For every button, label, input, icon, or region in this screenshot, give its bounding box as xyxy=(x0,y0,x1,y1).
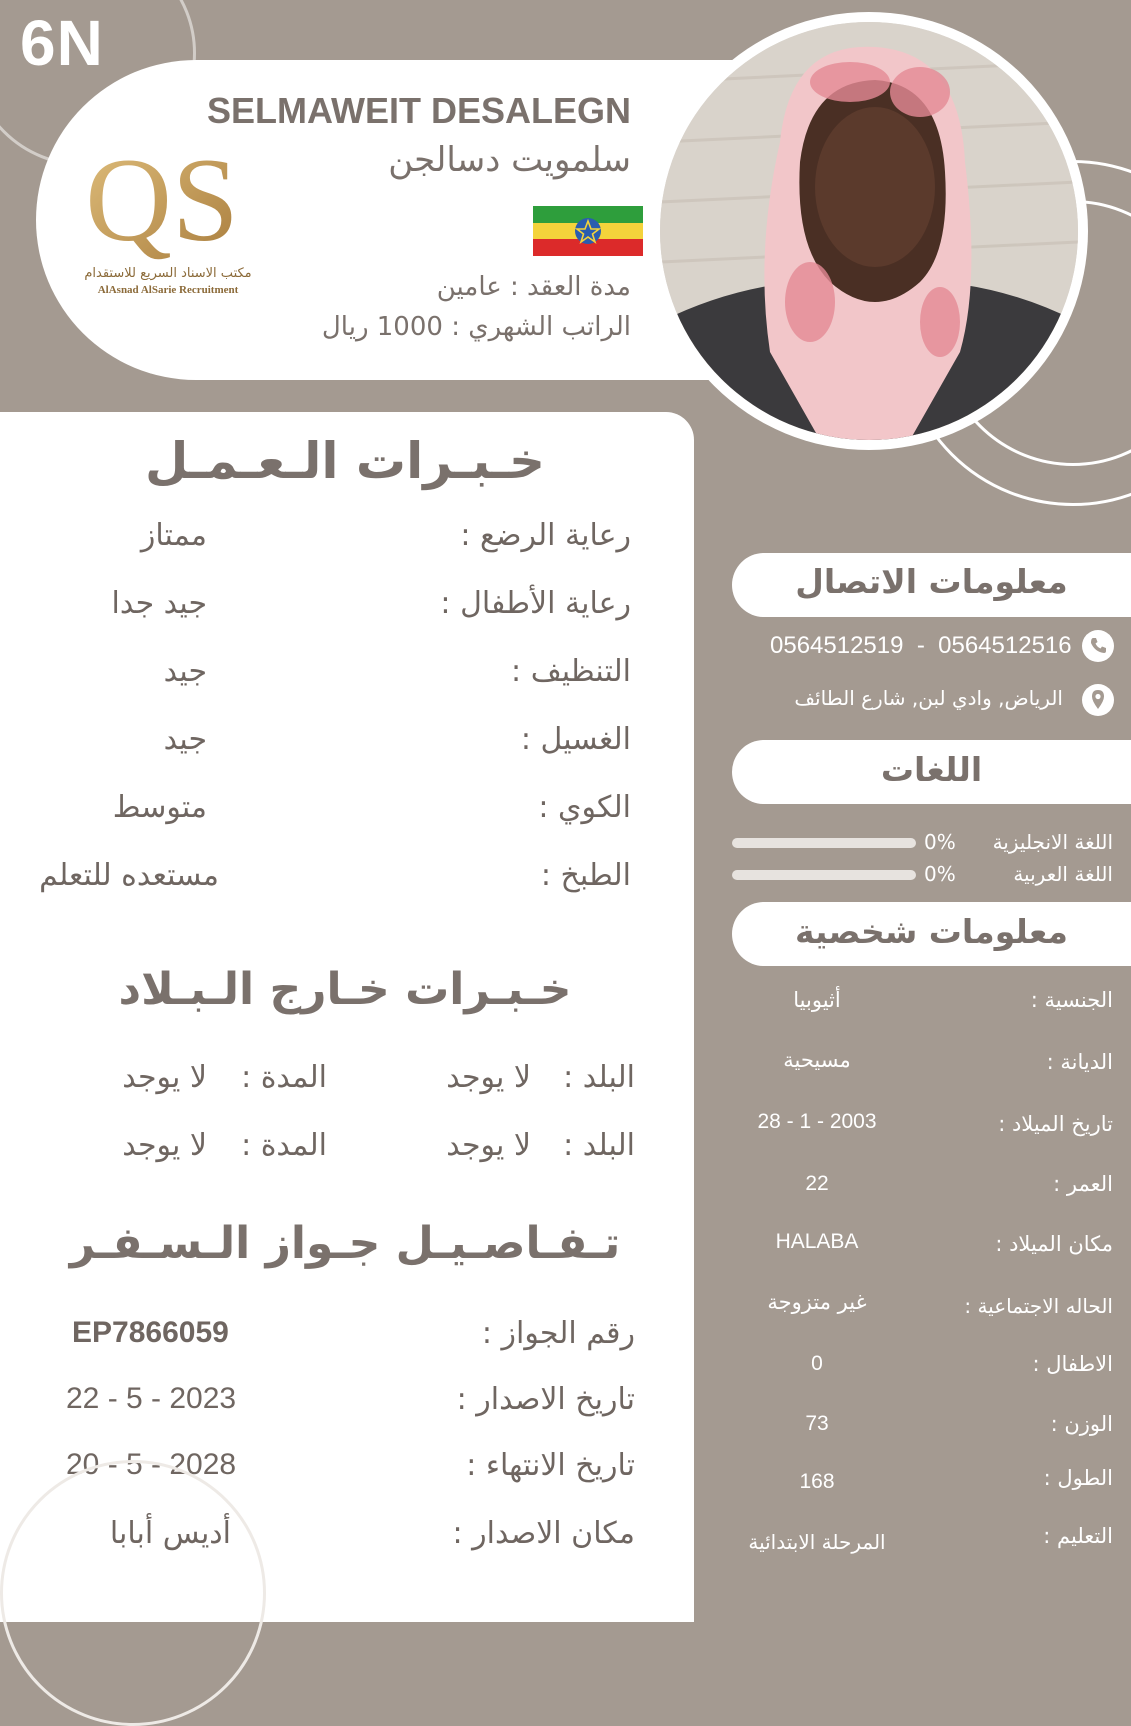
language-percent: 0% xyxy=(924,862,956,886)
abroad-country-label: البلد : xyxy=(563,1128,635,1163)
personal-field-value: 28 - 1 - 2003 xyxy=(757,1110,877,1133)
work-skill-label: رعاية الرضع : xyxy=(460,518,631,553)
personal-field-label: مكان الميلاد : xyxy=(995,1232,1113,1256)
language-label: اللغة الانجليزية xyxy=(992,830,1113,854)
contract-duration: مدة العقد : عامين xyxy=(436,272,631,302)
work-skill-label: الكوي : xyxy=(538,790,631,825)
personal-field-label: العمر : xyxy=(1053,1172,1113,1196)
work-skill-value: جيد xyxy=(163,654,207,689)
passport-field-label: مكان الاصدار : xyxy=(452,1516,635,1551)
passport-issue-place-value: أديس أبابا xyxy=(109,1516,231,1551)
ethiopia-flag-icon xyxy=(533,206,643,256)
personal-field-value: المرحلة الابتدائية xyxy=(748,1530,886,1554)
contact-phones: 0564512519 - 0564512516 xyxy=(770,632,1072,659)
personal-field-value: 168 xyxy=(799,1470,835,1493)
personal-field-label: تاريخ الميلاد : xyxy=(998,1112,1113,1136)
work-skill-value: متوسط xyxy=(112,790,207,825)
personal-field-value: غير متزوجة xyxy=(767,1290,867,1314)
personal-field-value: 22 xyxy=(805,1172,829,1195)
personal-field-label: الاطفال : xyxy=(1032,1352,1113,1376)
work-experience-title: خـبـرات الـعـمـل xyxy=(144,432,546,490)
passport-field-label: تاريخ الانتهاء : xyxy=(466,1448,635,1483)
name-arabic: سلمويت دسالجن xyxy=(388,140,631,180)
decorative-ring xyxy=(0,1460,266,1726)
personal-field-label: الجنسية : xyxy=(1030,988,1113,1012)
passport-field-label: رقم الجواز : xyxy=(481,1316,635,1351)
abroad-duration-value: لا يوجد xyxy=(122,1060,207,1095)
abroad-country-value: لا يوجد xyxy=(446,1060,531,1095)
phone-icon xyxy=(1082,630,1114,662)
personal-field-value: 73 xyxy=(805,1412,829,1435)
company-logo xyxy=(62,140,262,260)
passport-number-value: EP7866059 xyxy=(72,1316,229,1349)
language-level-bar xyxy=(732,838,916,848)
logo-name-ar: مكتب الاسناد السريع للاستقدام xyxy=(84,266,252,281)
abroad-country-label: البلد : xyxy=(563,1060,635,1095)
personal-field-value: 0 xyxy=(811,1352,823,1375)
language-level-bar xyxy=(732,870,916,880)
logo-mark: QS xyxy=(85,140,239,260)
languages-title: اللغات xyxy=(880,750,983,789)
contact-address: الرياض, وادي لبن, شارع الطائف xyxy=(794,686,1063,710)
language-label: اللغة العربية xyxy=(1013,862,1113,886)
work-skill-label: رعاية الأطفال : xyxy=(440,586,631,621)
abroad-duration-label: المدة : xyxy=(241,1128,327,1163)
personal-field-label: الديانة : xyxy=(1046,1050,1113,1074)
work-skill-value: مستعده للتعلم xyxy=(39,858,219,893)
personal-field-label: الوزن : xyxy=(1050,1412,1113,1436)
monthly-salary: الراتب الشهري : 1000 ريال xyxy=(321,312,631,342)
passport-expiry-date-value: 20 - 5 - 2028 xyxy=(66,1448,237,1481)
personal-field-value: أثيوبيا xyxy=(793,988,841,1012)
personal-field-value: مسيحية xyxy=(783,1048,851,1072)
abroad-experience-title: خـبـرات خـارج الـبـلاد xyxy=(118,964,572,1015)
contact-title: معلومات الاتصال xyxy=(795,562,1068,601)
name-english: SELMAWEIT DESALEGN xyxy=(206,90,631,131)
work-skill-value: جيد xyxy=(163,722,207,757)
location-pin-icon xyxy=(1082,684,1114,716)
personal-field-label: التعليم : xyxy=(1043,1524,1113,1548)
work-skill-value: جيد جدا xyxy=(111,586,207,621)
logo-name-en: AlAsnad AlSarie Recruitment xyxy=(97,284,239,296)
language-percent: 0% xyxy=(924,830,956,854)
work-skill-label: الطبخ : xyxy=(540,858,631,893)
abroad-country-value: لا يوجد xyxy=(446,1128,531,1163)
passport-field-label: تاريخ الاصدار : xyxy=(456,1382,635,1417)
profile-code: 6N xyxy=(20,7,104,79)
personal-field-value: HALABA xyxy=(775,1230,859,1253)
work-skill-label: التنظيف : xyxy=(511,654,631,689)
personal-field-label: الطول : xyxy=(1043,1466,1113,1490)
passport-title: تـفـاصـيـل جـواز الـسـفـر xyxy=(69,1218,621,1269)
passport-issue-date-value: 22 - 5 - 2023 xyxy=(66,1382,237,1415)
work-skill-label: الغسيل : xyxy=(520,722,631,757)
abroad-duration-label: المدة : xyxy=(241,1060,327,1095)
personal-field-label: الحاله الاجتماعية : xyxy=(964,1294,1113,1318)
abroad-duration-value: لا يوجد xyxy=(122,1128,207,1163)
work-skill-value: ممتاز xyxy=(140,518,207,553)
personal-info-title: معلومات شخصية xyxy=(795,912,1068,951)
profile-photo xyxy=(660,22,1078,440)
